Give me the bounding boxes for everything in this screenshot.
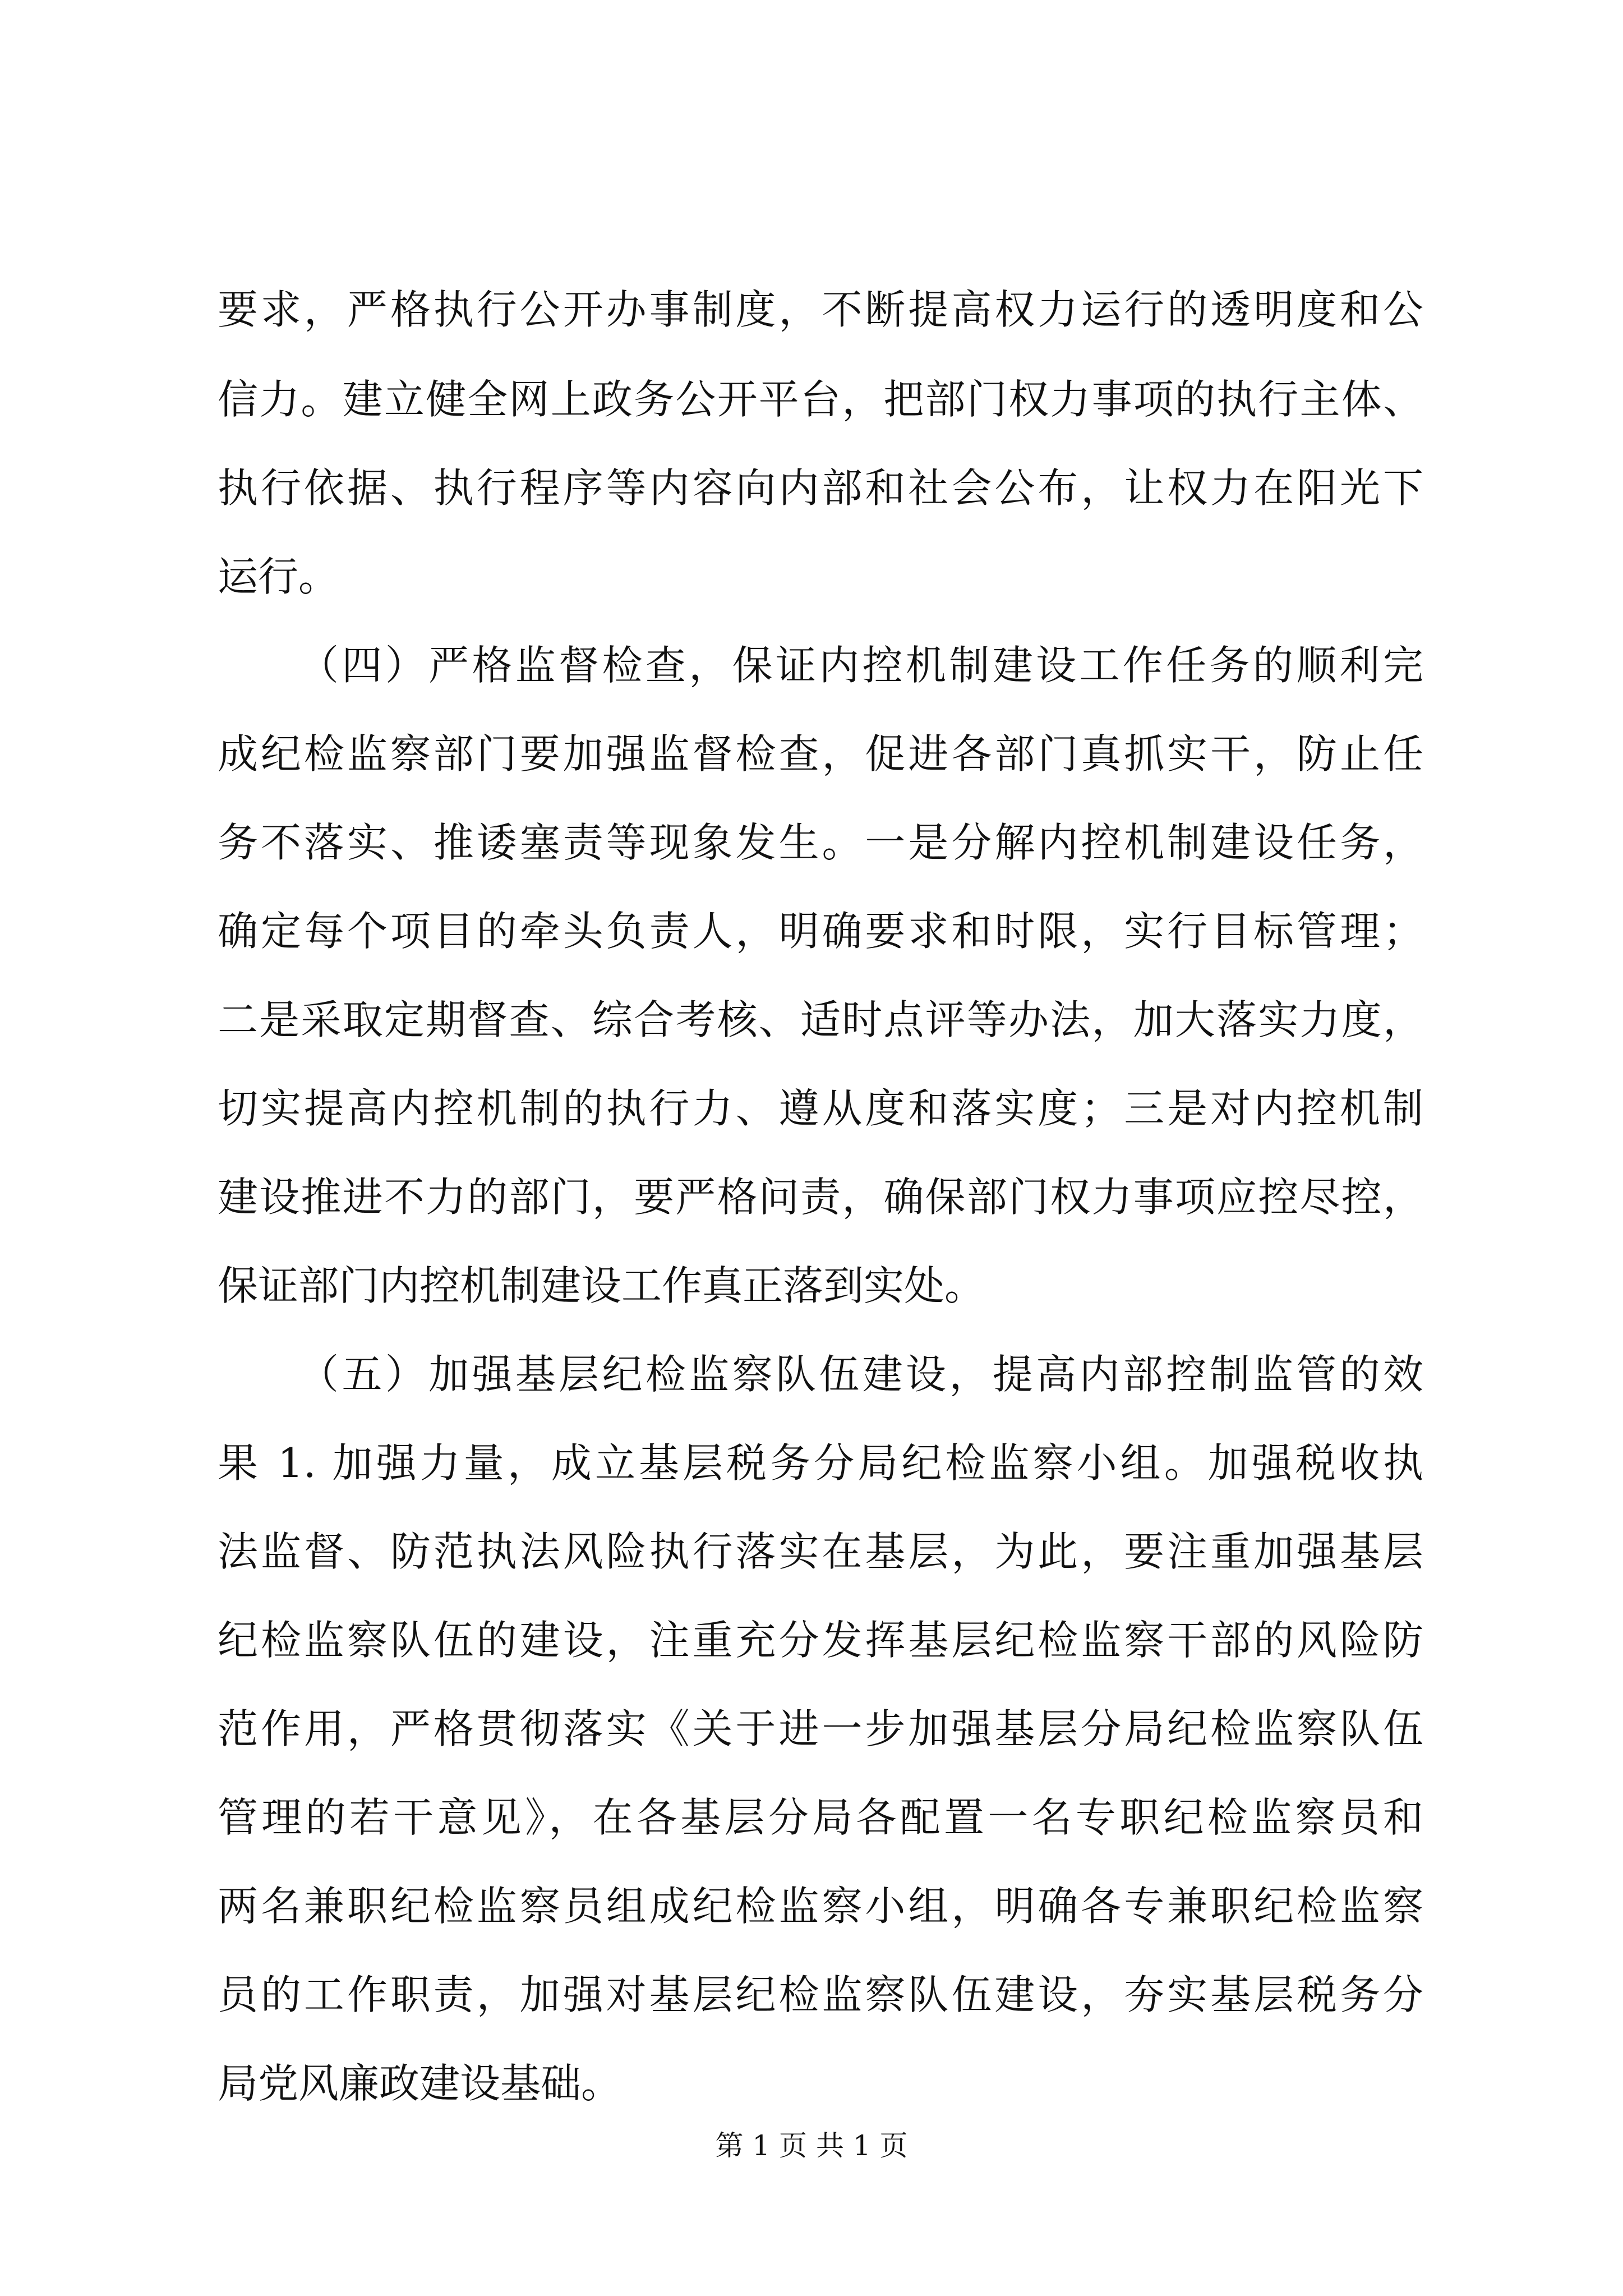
- paragraph-line: 执行依据、执行程序等内容向内部和社会公布，让权力在阳光下: [218, 464, 1423, 512]
- paragraph-line: 成纪检监察部门要加强监督检查，促进各部门真抓实干，防止任: [218, 730, 1423, 777]
- paragraph-line: 纪检监察队伍的建设，注重充分发挥基层纪检监察干部的风险防: [218, 1617, 1423, 1664]
- paragraph-line: 信力。建立健全网上政务公开平台，把部门权力事项的执行主体、: [218, 376, 1423, 423]
- paragraph-line: 法监督、防范执法风险执行落实在基层，为此，要注重加强基层: [218, 1528, 1423, 1575]
- paragraph-line: 保证部门内控机制建设工作真正落到实处。: [218, 1262, 985, 1309]
- paragraph-line: 务不落实、推诿塞责等现象发生。一是分解内控机制建设任务，: [218, 819, 1423, 866]
- paragraph-line: 局党风廉政建设基础。: [218, 2060, 622, 2107]
- paragraph-line: 两名兼职纪检监察员组成纪检监察小组，明确各专兼职纪检监察: [218, 1883, 1423, 1930]
- paragraph-line: 确定每个项目的牵头负责人，明确要求和时限，实行目标管理；: [218, 908, 1423, 955]
- paragraph-line: 管理的若干意见》，在各基层分局各配置一名专职纪检监察员和: [218, 1794, 1423, 1841]
- paragraph-line: （五）加强基层纪检监察队伍建设，提高内部控制监管的效: [298, 1351, 1423, 1398]
- paragraph-line: 要求，严格执行公开办事制度，不断提高权力运行的透明度和公: [218, 286, 1423, 333]
- paragraph-line: 二是采取定期督查、综合考核、适时点评等办法，加大落实力度，: [218, 996, 1423, 1043]
- page-number-footer: 第 1 页 共 1 页: [715, 2129, 908, 2162]
- paragraph-line: 果 1. 加强力量，成立基层税务分局纪检监察小组。加强税收执: [218, 1439, 1423, 1487]
- paragraph-line: 切实提高内控机制的执行力、遵从度和落实度；三是对内控机制: [218, 1085, 1423, 1132]
- paragraph-line: 员的工作职责，加强对基层纪检监察队伍建设，夯实基层税务分: [218, 1971, 1423, 2018]
- paragraph-line: （四）严格监督检查，保证内控机制建设工作任务的顺利完: [298, 642, 1423, 689]
- paragraph-line: 运行。: [218, 553, 339, 600]
- paragraph-line: 建设推进不力的部门，要严格问责，确保部门权力事项应控尽控，: [218, 1174, 1423, 1221]
- paragraph-line: 范作用，严格贯彻落实《关于进一步加强基层分局纪检监察队伍: [218, 1705, 1423, 1752]
